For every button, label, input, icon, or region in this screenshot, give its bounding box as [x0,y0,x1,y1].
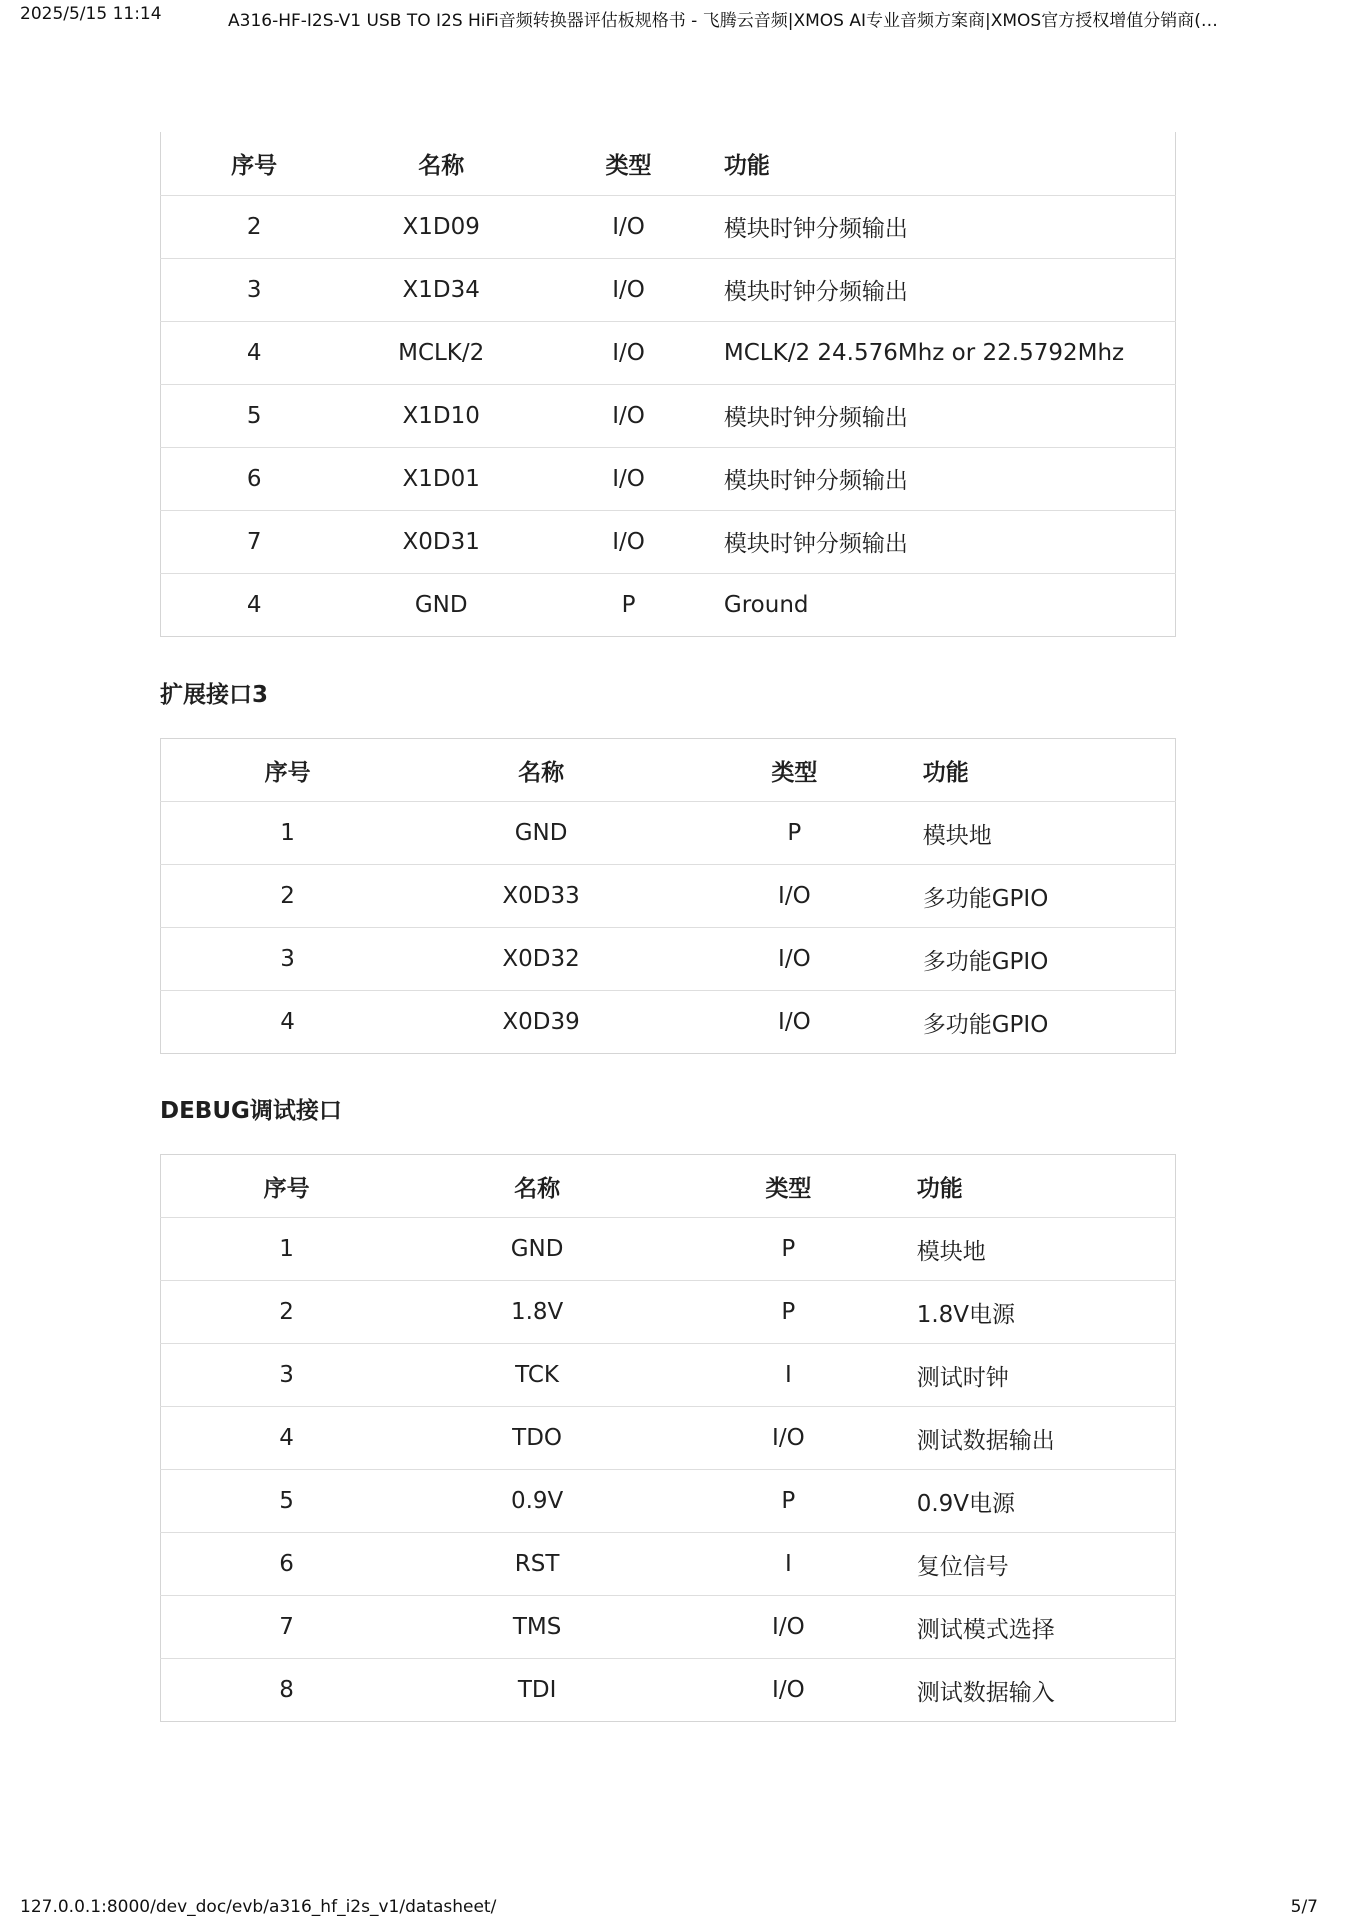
table-row [161,321,1176,384]
cell-function: Ground [723,591,809,618]
header-index: 序号 [161,132,348,195]
section-title-debug: DEBUG调试接口 [160,1098,342,1124]
cell-function: 测试时钟 [915,1344,1176,1407]
cell-index: 7 [161,1596,413,1659]
header-type: 类型 [535,132,722,195]
table-row [161,928,1176,991]
cell-name: GND [414,591,468,618]
cell-function: 模块地 [915,1218,1176,1281]
table-row [161,1344,1176,1407]
cell-name: TMS [412,1596,662,1659]
cell-name: X0D39 [502,1009,580,1035]
cell-type: I [662,1533,915,1596]
page-number: 5/7 [1290,1897,1318,1917]
document-title: A316-HF-I2S-V1 USB TO I2S HiFi音频转换器评估板规格书 - 飞腾云音频|XMOS AI专业音频方案商|XMOS官方授权增值分销商(… [228,11,1218,31]
cell-name: X0D32 [414,928,668,991]
cell-index: 4 [246,591,262,618]
table-row [161,447,1176,510]
table-row [161,991,1176,1054]
table-row [161,510,1176,573]
cell-index: 3 [161,1344,413,1407]
pin-table-continued [160,132,1176,637]
cell-index: 4 [161,321,348,384]
print-header [0,4,1348,31]
cell-function: 1.8V电源 [915,1281,1176,1344]
cell-function: 复位信号 [915,1533,1176,1596]
cell-index: 6 [161,1533,413,1596]
cell-type: I/O [535,321,722,384]
cell-function: 多功能GPIO [921,928,1176,991]
cell-type: I/O [662,1407,915,1470]
cell-type: P [662,1218,915,1281]
cell-type: I/O [668,928,921,991]
table-row [161,1533,1176,1596]
cell-index: 5 [161,384,348,447]
table-row [161,195,1176,258]
cell-index: 1 [161,802,415,865]
cell-type: I/O [535,384,722,447]
cell-index: 3 [161,928,415,991]
cell-name: X1D01 [347,447,535,510]
header-type: 类型 [662,1155,915,1218]
cell-name: X0D31 [347,510,535,573]
cell-index: 1 [161,1218,413,1281]
pin-table-expansion-3 [160,738,1176,1054]
cell-function: 模块时钟分频输出 [722,384,1176,447]
cell-name: GND [414,802,668,865]
table-row [161,573,1176,636]
cell-type: P [668,802,921,865]
cell-index: 2 [161,865,415,928]
table-row [161,1596,1176,1659]
cell-type: I/O [778,1009,811,1035]
header-index: 序号 [161,1155,413,1218]
page-url: 127.0.0.1:8000/dev_doc/evb/a316_hf_i2s_v1/datasheet/ [20,1897,497,1917]
header-function: 功能 [915,1155,1176,1218]
header-name: 名称 [414,739,668,802]
table-row [161,384,1176,447]
cell-index: 2 [161,195,348,258]
cell-name: X1D34 [347,258,535,321]
header-index: 序号 [161,739,415,802]
pin-table-debug [160,1154,1176,1722]
cell-type: I/O [535,510,722,573]
cell-index: 8 [279,1677,294,1703]
cell-function: 多功能GPIO [922,1011,1049,1038]
table-header-row [161,739,1176,802]
cell-index: 6 [161,447,348,510]
print-footer [0,1897,1348,1919]
cell-function: 模块时钟分频输出 [722,195,1176,258]
table-row [161,1470,1176,1533]
cell-type: P [662,1281,915,1344]
table-header-row [161,1155,1176,1218]
table-row [161,1281,1176,1344]
cell-name: RST [412,1533,662,1596]
cell-function: 模块地 [921,802,1176,865]
header-name: 名称 [412,1155,662,1218]
cell-type: I/O [535,447,722,510]
cell-type: I/O [535,258,722,321]
cell-index: 5 [161,1470,413,1533]
table-row [161,1659,1176,1722]
cell-name: TDI [517,1677,557,1703]
cell-name: MCLK/2 [347,321,535,384]
cell-type: I/O [535,195,722,258]
cell-index: 2 [161,1281,413,1344]
cell-name: TCK [412,1344,662,1407]
header-function: 功能 [722,132,1176,195]
cell-type: I/O [662,1596,915,1659]
table-row [161,865,1176,928]
cell-type: I/O [772,1677,805,1703]
cell-function: 0.9V电源 [915,1470,1176,1533]
cell-name: TDO [412,1407,662,1470]
cell-function: 多功能GPIO [921,865,1176,928]
cell-type: P [662,1470,915,1533]
table-row [161,1407,1176,1470]
cell-name: GND [412,1218,662,1281]
cell-index: 7 [161,510,348,573]
cell-function: MCLK/2 24.576Mhz or 22.5792Mhz [722,321,1176,384]
cell-function: 模块时钟分频输出 [722,510,1176,573]
cell-name: X0D33 [414,865,668,928]
cell-index: 4 [280,1009,295,1035]
header-function: 功能 [921,739,1176,802]
cell-name: X1D09 [347,195,535,258]
cell-index: 4 [161,1407,413,1470]
cell-index: 3 [161,258,348,321]
table-row [161,258,1176,321]
cell-function: 测试数据输入 [916,1679,1055,1706]
cell-type: I/O [668,865,921,928]
cell-type: P [621,591,636,618]
cell-function: 测试模式选择 [915,1596,1176,1659]
table-row [161,1218,1176,1281]
cell-function: 测试数据输出 [915,1407,1176,1470]
cell-type: I [662,1344,915,1407]
cell-function: 模块时钟分频输出 [722,258,1176,321]
cell-name: X1D10 [347,384,535,447]
table-header-row [161,132,1176,195]
cell-name: 1.8V [412,1281,662,1344]
cell-function: 模块时钟分频输出 [722,447,1176,510]
print-datetime: 2025/5/15 11:14 [20,4,162,24]
section-title-expansion-3: 扩展接口3 [160,682,269,708]
header-type: 类型 [668,739,921,802]
cell-name: 0.9V [412,1470,662,1533]
table-row [161,802,1176,865]
header-name: 名称 [347,132,535,195]
